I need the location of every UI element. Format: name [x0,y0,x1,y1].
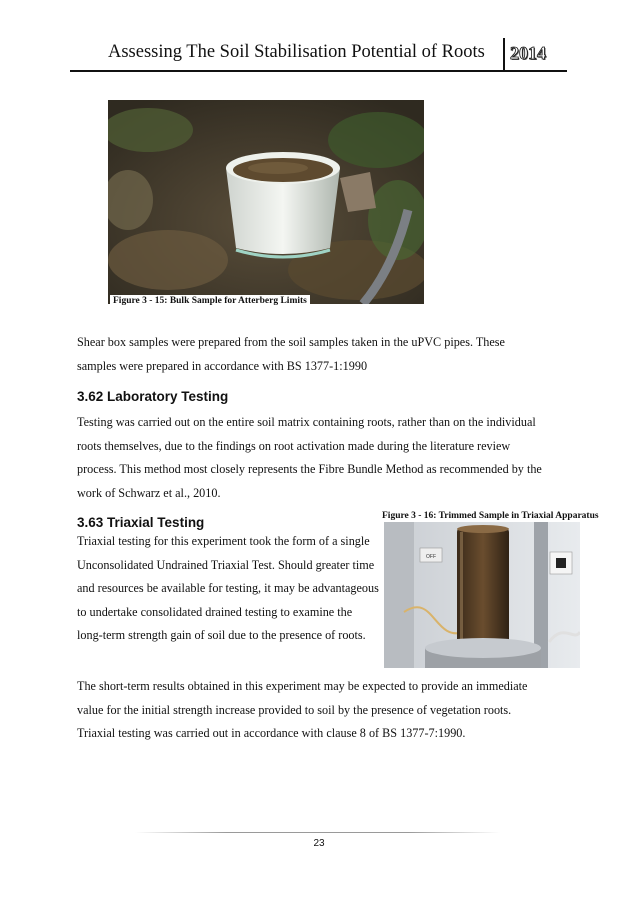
paragraph-triaxial-testing: Triaxial testing for this experiment took the form of a single Unconsolidated Undrained Triaxial Test. Should greater time and resources be available for testing, it may be advantageous to undertake consolidated drained testing to examine the long-term strength gain of soil due to the presence of roots. [77,534,379,642]
header-divider [503,38,505,72]
figure-triaxial-apparatus-photo [384,522,580,668]
page-number: 23 [313,838,325,849]
figure-bulk-sample-photo [108,100,424,304]
switch-off-label: OFF [426,554,436,560]
paragraph-shear-box: Shear box samples were prepared from the soil samples taken in the uPVC pipes. These samples were prepared in accordance with BS 1377-1:1990 [77,335,505,373]
heading-triaxial-testing: 3.63 Triaxial Testing [77,515,205,530]
running-header-title: Assessing The Soil Stabilisation Potential of Roots [108,42,485,62]
running-header-year: 2014 [510,43,546,63]
paragraph-short-term-results: The short-term results obtained in this experiment may be expected to provide an immediate value for the initial strength increase provided to soil by the presence of vegetation roots. Triaxial testing was carried out in accordance with clause 8 of BS 1377-7:1990. [77,679,528,740]
paragraph-laboratory-testing: Testing was carried out on the entire soil matrix containing roots, rather than on the individual roots themselves, due to the findings on root activation made during the literature review process. This method most closely represents the Fibre Bundle Method as recommended by the work of Schwarz et al., 2010. [77,415,542,500]
footer-rule [135,832,500,833]
figure-16-caption: Figure 3 - 16: Trimmed Sample in Triaxial Apparatus [382,511,599,521]
heading-laboratory-testing: 3.62 Laboratory Testing [77,389,229,404]
figure-15-caption: Figure 3 - 15: Bulk Sample for Atterberg Limits [110,295,310,307]
header-rule [70,70,567,72]
